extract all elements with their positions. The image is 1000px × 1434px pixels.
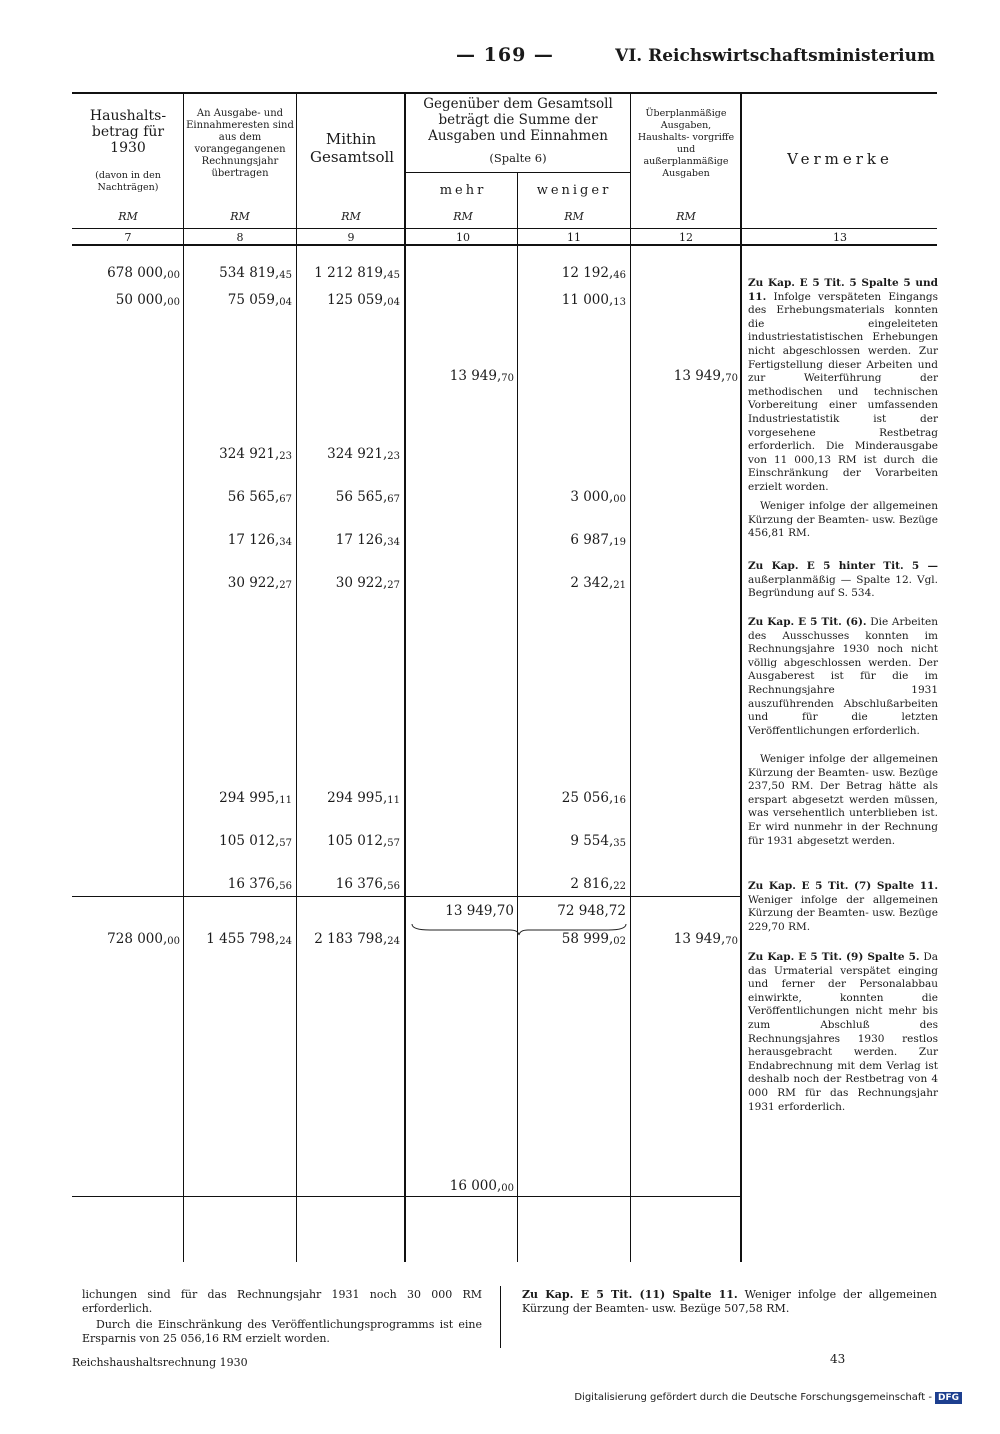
col-divider-10 xyxy=(517,172,518,1262)
page-number: — 169 — xyxy=(456,44,554,66)
footer-divider xyxy=(500,1286,501,1348)
table-row-1-col7: 678 $000,_{00}$ xyxy=(107,265,180,281)
note-6: Zu Kap. E 5 Tit. (7) Spalte 11. Weniger infolge der allgemeinen Kürzung der Beamten- usw. Bezüge 229,70 RM. xyxy=(748,880,938,933)
note-5: Weniger infolge der allgemeinen Kürzung der Beamten- usw. Bezüge 237,50 RM. Der Betrag hätte als erspart abgesetzt werden müssen, was versehentlich unterblieben ist. Er wird nunmehr in der Rechnung für 1931 abgesetzt werden. xyxy=(748,753,938,847)
table-bottom-rule xyxy=(72,1196,740,1197)
table-row-8-col9: 294 $995,_{11}$ xyxy=(327,790,400,806)
totals-row-col7: 728 $000,_{00}$ xyxy=(107,931,180,947)
note-4: Zu Kap. E 5 Tit. (6). Die Arbeiten des Ausschusses konnten im Rechnungsjahre 1930 noch nicht völlig abgeschlossen werden. Der Ausgaberest ist für die im Rechnungsjahre 1931 auszuführenden Abschlußarbeiten und für die letzten Veröffentlichungen erforderlich. xyxy=(748,616,938,737)
table-row-7-col11: 2 $342,_{21}$ xyxy=(570,575,626,591)
table-row-1-col8: 534 $819,_{45}$ xyxy=(219,265,292,281)
col13-head: Vermerke xyxy=(787,150,893,168)
table-row-10-col8: 16 $376,_{56}$ xyxy=(227,876,292,892)
col11-unit: RM xyxy=(564,210,584,223)
subtotal-brace xyxy=(410,922,628,936)
table-row-9-col9: 105 $012,_{57}$ xyxy=(327,833,400,849)
table-row-6-col9: 17 $126,_{34}$ xyxy=(335,532,400,548)
note-2: Weniger infolge der allgemeinen Kürzung der Beamten- usw. Bezüge 456,81 RM. xyxy=(748,500,938,540)
subtotal-rule xyxy=(72,896,740,897)
publication-title: Reichshaushaltsrechnung 1930 xyxy=(72,1356,248,1369)
table-row-9-col11: 9 $554,_{35}$ xyxy=(570,833,626,849)
table-row-1-col11: 12 $192,_{46}$ xyxy=(561,265,626,281)
col7-sub: (davon in den Nachträgen) xyxy=(95,170,161,193)
table-row-4-col8: 324 $921,_{23}$ xyxy=(219,446,292,462)
totals-row-col11: 58 $999,_{02}$ xyxy=(561,931,626,947)
col9-num: 9 xyxy=(347,231,355,244)
col7-unit: RM xyxy=(118,210,138,223)
table-row-5-col11: 3 $000,_{00}$ xyxy=(570,489,626,505)
table-row-6-col11: 6 $987,_{19}$ xyxy=(570,532,626,548)
col11-head: weniger xyxy=(536,183,612,198)
header-bottom-rule xyxy=(72,244,937,246)
col11-num: 11 xyxy=(567,231,581,244)
col10-unit: RM xyxy=(453,210,473,223)
note-1: Zu Kap. E 5 Tit. 5 Spalte 5 und 11. Infolge verspäteten Eingangs des Erhebungsmaterials konnten die eingeleiteten industriestatistischen Erhebungen nicht abgeschlossen werden. Zur Fertigstellung dieser Arbeiten und zur Weiterführung der methodischen und technischen Vorbereitung einer umfassenden Industriestatistik ist der vorgesehene Restbetrag erforderlich. Die Minderausgabe von 11 000,13 RM ist durch die Einschränkung der Vorarbeiten erzielt worden. xyxy=(748,277,938,493)
footer-left-2: Durch die Einschränkung des Veröffentlichungsprogramms ist eine Ersparnis von 25 056,16 RM erzielt worden. xyxy=(82,1318,482,1345)
note-3: Zu Kap. E 5 hinter Tit. 5 — außerplanmäßig — Spalte 12. Vgl. Begründung auf S. 534. xyxy=(748,560,938,600)
table-row-3-col12: 13 $949,_{70}$ xyxy=(673,368,738,384)
col8-head: An Ausgabe- und Einnahmeresten sind aus dem vorangegangenen Rechnungsjahr übertragen xyxy=(186,108,294,179)
col10-head: mehr xyxy=(439,183,487,198)
col12-unit: RM xyxy=(676,210,696,223)
subtotal-less: 72 948,72 xyxy=(557,903,626,919)
col8-num: 8 xyxy=(236,231,244,244)
table-row-6-col8: 17 $126,_{34}$ xyxy=(227,532,292,548)
dfg-logo: DFG xyxy=(935,1392,962,1404)
footer-left-1: lichungen sind für das Rechnungsjahr 1931 noch 30 000 RM erforderlich. xyxy=(82,1288,482,1315)
group-head-title: Gegenüber dem Gesamtsoll beträgt die Summe der Ausgaben und Einnahmen xyxy=(423,96,613,144)
note-7: Zu Kap. E 5 Tit. (9) Spalte 5. Da das Urmaterial verspätet einging und ferner der Personalabbau einwirkte, konnten die Veröffentlichungen nicht mehr bis zum Abschluß des Rechnungsjahres 1930 restlos herausgebracht werden. Zur Endabrechnung mit dem Verlag ist deshalb noch der Restbetrag von 4 000 RM für das Rechnungsjahr 1931 erforderlich. xyxy=(748,951,938,1113)
sheet-number: 43 xyxy=(830,1352,846,1366)
col-divider-11 xyxy=(630,92,631,1262)
col-divider-8 xyxy=(296,92,297,1262)
totals-row-col8: 1 455 $798,_{24}$ xyxy=(206,931,292,947)
table-row-2-col7: 50 $000,_{00}$ xyxy=(115,292,180,308)
totals-row-col12: 13 $949,_{70}$ xyxy=(673,931,738,947)
col-divider-7 xyxy=(183,92,184,1262)
table-row-8-col11: 25 $056,_{16}$ xyxy=(561,790,626,806)
table-row-4-col9: 324 $921,_{23}$ xyxy=(327,446,400,462)
table-row-10-col9: 16 $376,_{56}$ xyxy=(335,876,400,892)
col8-unit: RM xyxy=(230,210,250,223)
table-row-1-col9: 1 212 $819,_{45}$ xyxy=(314,265,400,281)
table-row-2-col11: 11 $000,_{13}$ xyxy=(561,292,626,308)
subtotal-more: 13 949,70 xyxy=(445,903,514,919)
table-row-3-col10: 13 $949,_{70}$ xyxy=(449,368,514,384)
col7-head: Haushalts- betrag für 1930 xyxy=(89,108,167,156)
table-row-5-col8: 56 $565,_{67}$ xyxy=(227,489,292,505)
table-row-7-col8: 30 $922,_{27}$ xyxy=(227,575,292,591)
footer-right: Zu Kap. E 5 Tit. (11) Spalte 11. Weniger infolge der allgemeinen Kürzung der Beamten- usw. Bezüge 507,58 RM. xyxy=(522,1288,938,1315)
group-head-sub: (Spalte 6) xyxy=(489,151,547,165)
table-row-10-col11: 2 $816,_{22}$ xyxy=(570,876,626,892)
totals-row-col9: 2 183 $798,_{24}$ xyxy=(314,931,400,947)
header-rule xyxy=(72,228,937,229)
col7-num: 7 xyxy=(124,231,132,244)
col-divider-12 xyxy=(740,92,742,1262)
col9-head: Mithin Gesamtsoll xyxy=(310,130,395,166)
table-row-5-col9: 56 $565,_{67}$ xyxy=(335,489,400,505)
table-row-2-col8: 75 $059,_{04}$ xyxy=(227,292,292,308)
last-row-col10: 16 $000,_{00}$ xyxy=(449,1178,514,1194)
digitization-credit: Digitalisierung gefördert durch die Deutsche Forschungsgemeinschaft - DFG xyxy=(574,1392,962,1404)
table-row-7-col9: 30 $922,_{27}$ xyxy=(335,575,400,591)
table-row-8-col8: 294 $995,_{11}$ xyxy=(219,790,292,806)
table-row-9-col8: 105 $012,_{57}$ xyxy=(219,833,292,849)
col12-head: Überplanmäßige Ausgaben, Haushalts- vorgriffe und außerplanmäßige Ausgaben xyxy=(637,108,735,179)
col13-num: 13 xyxy=(833,231,847,244)
col12-num: 12 xyxy=(679,231,693,244)
table-row-2-col9: 125 $059,_{04}$ xyxy=(327,292,400,308)
ministry-title: VI. Reichswirtschaftsministerium xyxy=(615,46,935,66)
col10-num: 10 xyxy=(456,231,470,244)
col9-unit: RM xyxy=(341,210,361,223)
col-divider-9 xyxy=(404,92,406,1262)
table-top-rule xyxy=(72,92,937,94)
